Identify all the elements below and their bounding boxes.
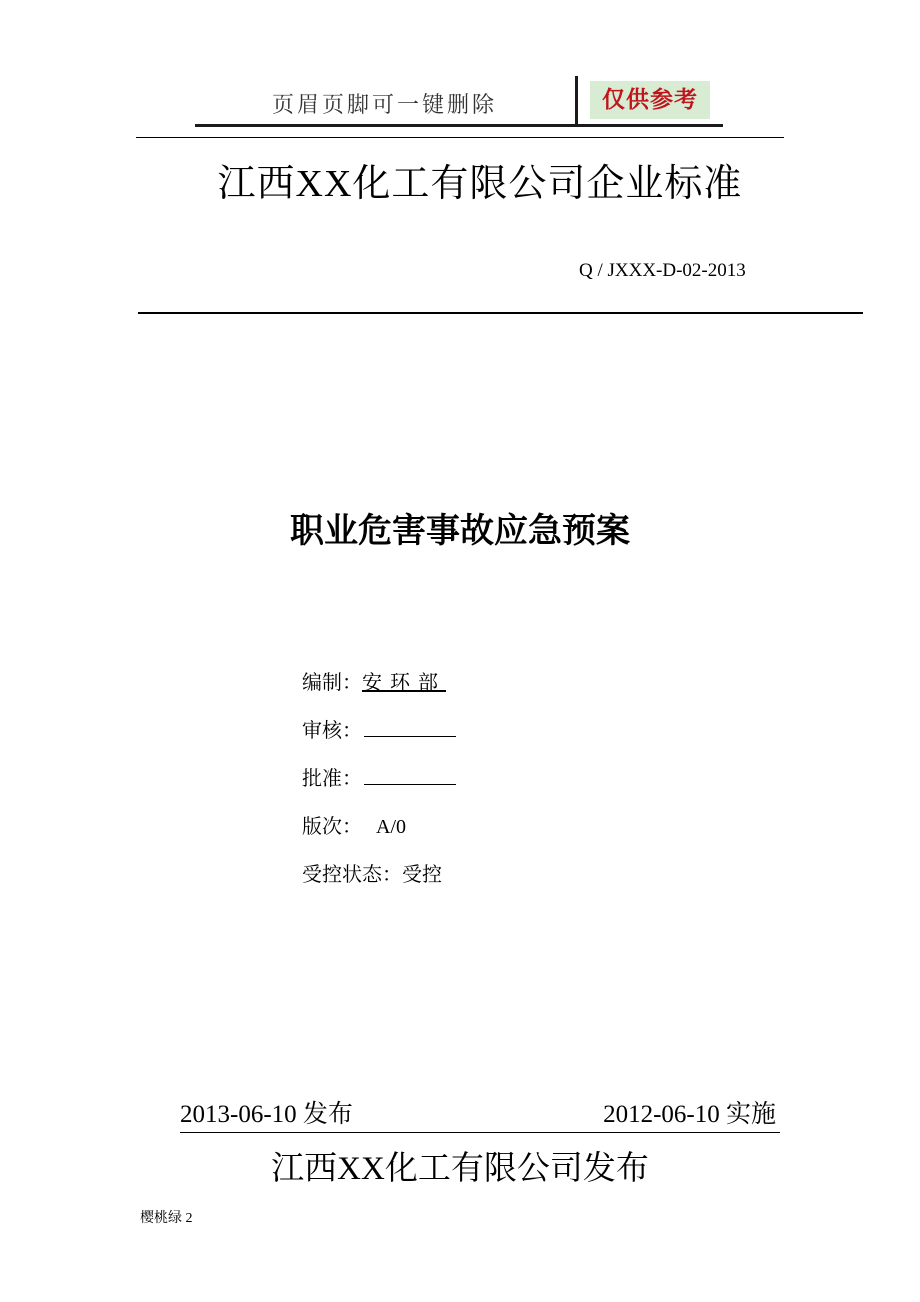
approve-label: 批准： — [302, 766, 362, 790]
publisher: 江西XX化工有限公司发布 — [271, 1151, 649, 1187]
title-rule — [138, 312, 863, 314]
control-status-label: 受控状态： — [302, 862, 402, 886]
control-status-value: 受控 — [402, 862, 442, 886]
approve-blank — [364, 766, 456, 785]
compiled-by-row — [302, 667, 446, 697]
review-blank — [364, 718, 456, 737]
version-label: 版次： — [302, 814, 362, 838]
header-banner-underline — [195, 124, 723, 127]
reference-only-badge: 仅供参考 — [590, 81, 710, 119]
header-divider — [575, 76, 578, 126]
control-status-row — [302, 859, 442, 889]
dates-row — [180, 1098, 780, 1133]
header-rule — [136, 137, 784, 138]
header-banner-text: 页眉页脚可一键删除 — [272, 93, 498, 118]
review-label: 审核： — [302, 718, 362, 742]
approve-row — [302, 763, 456, 793]
compiled-by-label: 编制： — [302, 670, 362, 694]
standard-code: Q / JXXX-D-02-2013 — [579, 260, 746, 281]
review-row — [302, 715, 456, 745]
compiled-by-value: 安环部 — [362, 672, 446, 694]
footer-text: 樱桃绿 2 — [140, 1211, 193, 1226]
publish-date: 2013-06-10 发布 — [180, 1101, 353, 1128]
implement-date: 2012-06-10 实施 — [603, 1101, 776, 1128]
version-value: A/0 — [376, 816, 406, 838]
version-row — [302, 811, 406, 841]
document-title: 职业危害事故应急预案 — [290, 511, 630, 551]
company-standard-title: 江西XX化工有限公司企业标准 — [217, 163, 743, 205]
